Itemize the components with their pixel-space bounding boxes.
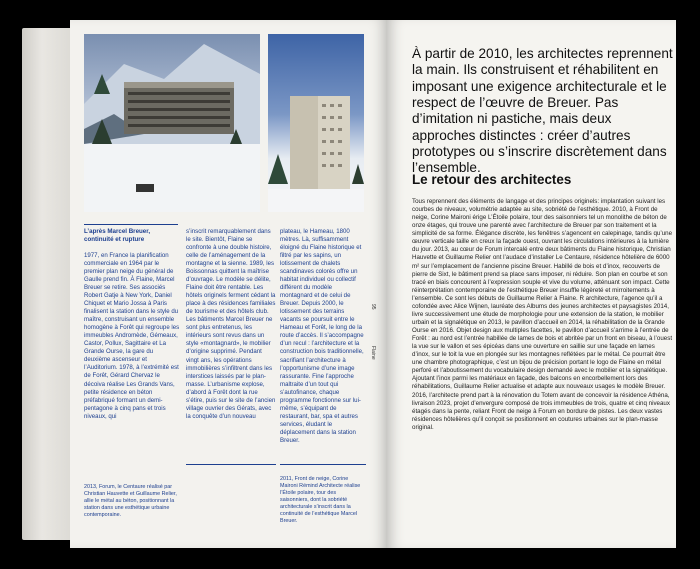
page-edges xyxy=(22,28,72,540)
photo-tower-snow xyxy=(268,34,364,212)
intro-paragraph: À partir de 2010, les architectes reprennent la main. Ils construisent et réhabilitent en imposant une exigence architecturale et le respect de l’œuvre de Breuer. Pas d’imitation ni pastiche, mais deux approches distinctes : créer d’autres prototypes ou s’inscrire discrètement dans l’ensemble. xyxy=(412,46,673,176)
left-page xyxy=(70,20,386,548)
caption-1: 2013, Forum, le Centaure réalisé par Christian Hauvette et Guillaume Relier, allie le métal au béton, positionnant la station dans une esthétique urbaine contemporaine. xyxy=(84,484,177,519)
caption-rule-2 xyxy=(280,464,366,465)
running-head: Flaine xyxy=(370,346,376,360)
text-column-3: plateau, le Hameau, 1800 mètres. Là, suffisamment éloigné du Flaine historique et filtré par les sapins, un lotissement de chalets scandinaves colorés offre un habitat individuel ou collectif différent du modèle montagnard et de celui de Breuer. Depuis 2000, le lotissement des terrains vacants se poursuit entre le Hameau et Forêt, le long de la route d’accès. Il s’accompagne d’un recul : l’architecture et la construction bois traditionnelle, sacrifiant l’architecture à l’opportunisme d’une image rassurante. Fine l’approche maltraite d’un tout qui s’autofinance, chaque programme fonctionne sur lui-même, s’équipant de restaurant, bar, spa et autres services, éludant le déplacement dans la station Breuer. xyxy=(280,228,364,444)
section-heading: L’après Marcel Breuer, continuité et rupture xyxy=(84,224,178,244)
page-number: 95 xyxy=(370,304,376,310)
caption-2: 2011, Front de neige, Corine Maironi Rémind Architecte réalise l’Étoile polaire, tour des saisonniers, dont la sobriété architecturale s’inscrit dans la continuité de l’esthétique Marcel Breuer. xyxy=(280,476,361,525)
open-book xyxy=(22,18,678,550)
section-title: Le retour des architectes xyxy=(412,172,572,187)
text-column-1: 1977, en France la planification commerciale en 1964 par le premier plan neige du général de Gaulle prend fin. À Flaine, Marcel Breuer se retire. Ses associés Robert Gatje à New York, Daniel Chiquet et Mario Jossa à Paris finalisent la station dans le style du maître, construisant un ensemble homogène à Forêt qui regroupe les immeubles Andromède, Gémeaux, Castor, Pollux, Sagittaire et La Grande Ourse, la gare du deuxième ascenseur et l’Auditorium. 1978, à l’extrémité est de Forêt, Gérard Chervaz le décoiva réalise Les Grands Vans, petite résidence en béton préfabriqué formant un demi-pentagone à cinq pans et trois niveaux, qui xyxy=(84,252,180,420)
photo-hotel-snow xyxy=(84,34,260,212)
text-column-2: s’inscrit remarquablement dans le site. Bientôt, Flaine se confronte à une double histoire, celle de l’aménagement de la montagne et la sienne. 1989, les Boissonnas quittent la maîtrise d’ouvrage. Le modèle se délite, Flaine doit être rentable. Les hôtels originels ferment cédant la place à des résidences familiales de tourisme et des hôtels club. Les bâtiments Marcel Breuer ne sont plus entretenus, les intérieurs sont revus dans un style «montagnard», le mobilier d’origine supprimé. Pendant vingt ans, les opérations immobilières s’infiltrent dans les interstices laissés par le plan-masse. L’urbanisme explose, d’abord à Forêt dont la rue s’étire, puis sur le site de l’ancien village ouvrier des Gérats, avec la conquête d’un nouveau xyxy=(186,228,276,420)
caption-rule-1 xyxy=(186,464,276,465)
body-text: Tous reprennent des éléments de langage et des principes originels: implantation suivant les courbes de niveaux, volumétrie adaptée au site, sobriété de l’esthétique. 2010, à Front de neige, Corine Maironi érige L’Étoile polaire, tour des saisonniers tel un monolithe de béton de onze étages, qui trouve une parenté avec l’architecture de Breuer par son traitement et la simplicité de sa forme. Élégance discrète, les fenêtres s’agencent en calepinage, tandis qu’une œuvre verticale taille en creux la façade ouest, ouvrant les circulations intérieures à la lumière du jour. 2013, au cœur de Forum intercalé entre deux bâtiments du Flaine historique, Christian Hauvette et Guillaume Relier ont l’audace d’installer Le Centaure, résidence hôtelière de 6000 m² sur l’emplacement de l’ancienne piscine Breuer. Habillé de bois et d’inox, recouverts de pierre de Sixt, le bâtiment prend sa place sans imposer, ni réduire. Son plan en courbe et son tracé en biais concourent à l’expression souple et vive du volume, atténuant son impact. Cette réinterprétation contemporaine de l’esthétique Breuer insuffle légèreté et mirroitements à l’ensemble. Ce sont les débuts de Guillaume Relier à Flaine. R architecture, l’agence qu’il a cofondée avec Alice Wijnen, lauréate des Albums des jeunes architectes et paysagistes 2014, livre successivement une étude de morphologie pour une extension de la station, le mobilier urbain et la signalétique en 2013, le pavillon d’accueil en 2014, la réhabilitation de la Grande Ourse en 2016. Objet design aux multiples facettes, le pavillon d’accueil s’arrime à l’entrée de Forêt : au nord est l’entrée habillée de lames de bois et abritée par un front en biseau, à l’ouest la vue sur le vallon et ses épicéas dans une ouverture en saillie sur une façade en lames d’inox, sur le toit la vue en plongée sur les montagnes reflétées par le métal. Ce pourrait être une chambre photographique, c’est un bijou de précision portant le logo de Flaine en métal perforé et l’aboutissement du vocabulaire design demandé avec le mobilier et la signalétique. Ajoutant l’inox parmi les matériaux en façade, des balcons en encorbellement lors des réhabilitations, Guillaume Relier actualise et adapte aux nouveaux usages le modèle Breuer. 2016, l’architecte prend part à la rénovation du Totem avant de concevoir la résidence Athéna, livraison 2023, projet d’envergure composé de trois immeubles de trois, quatre et cinq niveaux étagés dans la pente, reliant Front de neige à Forum en bordure de pistes. Les deux vastes résidences hôtelières qu’il conçoit se positionnent en coutures urbaines sur le plan-masse original. xyxy=(412,198,673,431)
right-page xyxy=(386,20,676,548)
